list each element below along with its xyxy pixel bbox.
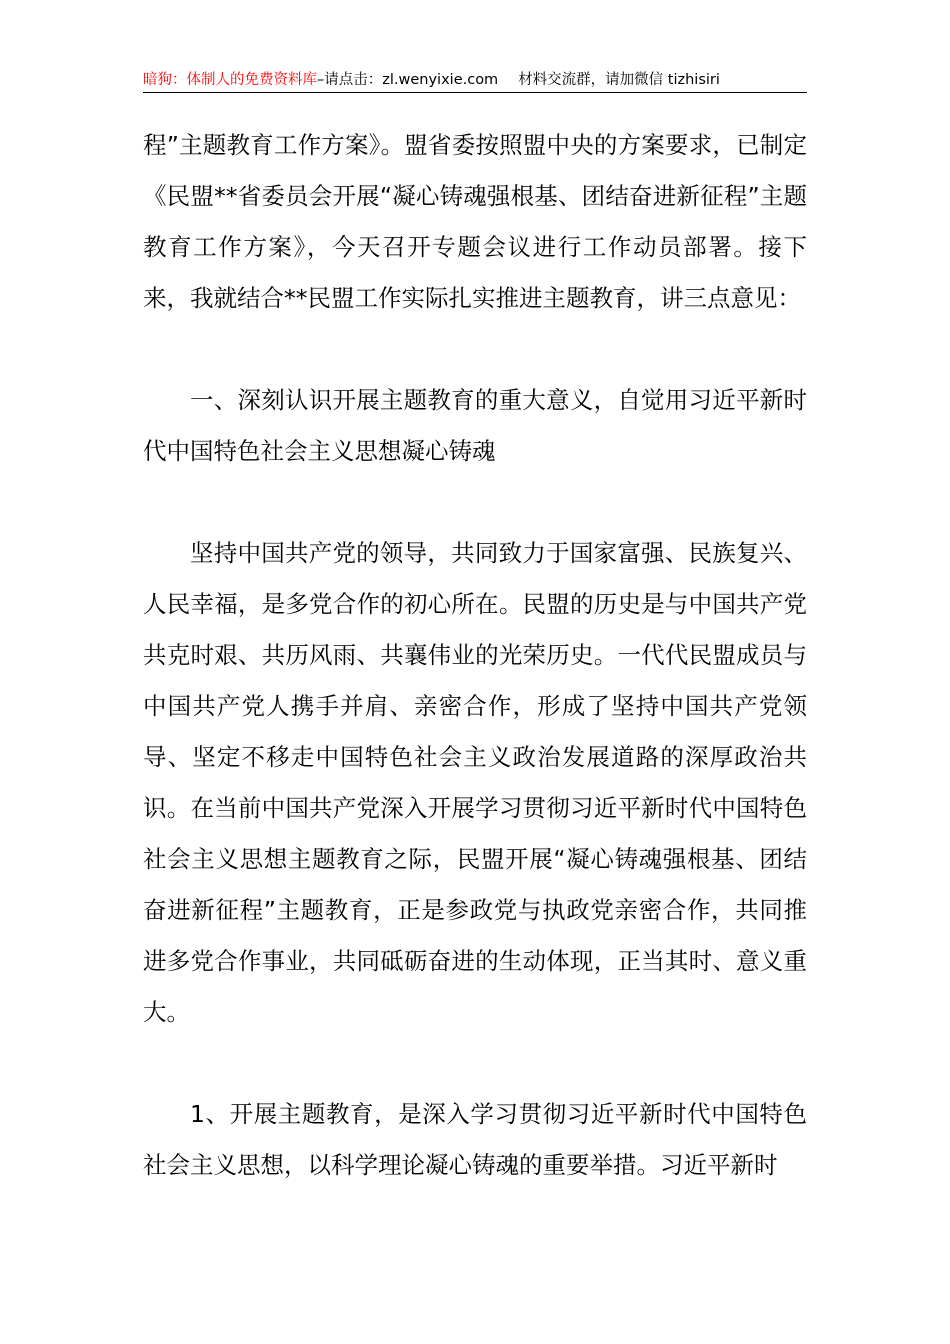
paragraph-intro: 程”主题教育工作方案》。盟省委按照盟中央的方案要求，已制定《民盟**省委员会开展“凝心铸魂强根基、团结奋进新征程”主题教育工作方案》，今天召开专题会议进行工作动员部署。接下来，我就结合**民盟工作实际扎实推进主题教育，讲三点意见： (143, 131, 807, 312)
paragraph-spacer (143, 477, 807, 528)
header-wechat-note: 材料交流群，请加微信 tizhisiri (518, 72, 720, 88)
header-site-name: 暗狗：体制人的免费资料库 (143, 72, 317, 88)
header-url-link[interactable]: zl.wenyixie.com (382, 72, 499, 88)
page-header (143, 68, 807, 93)
paragraph-point-1: 1、开展主题教育，是深入学习贯彻习近平新时代中国特色社会主义思想，以科学理论凝心铸魂的重要举措。习近平新时 (143, 1100, 807, 1179)
document-body (143, 120, 807, 1191)
header-link-prompt: –请点击： (317, 72, 383, 88)
paragraph-spacer (143, 324, 807, 375)
paragraph-body: 坚持中国共产党的领导，共同致力于国家富强、民族复兴、人民幸福，是多党合作的初心所在。民盟的历史是与中国共产党共克时艰、共历风雨、共襄伟业的光荣历史。一代代民盟成员与中国共产党人携手并肩、亲密合作，形成了坚持中国共产党领导、坚定不移走中国特色社会主义政治发展道路的深厚政治共识。在当前中国共产党深入开展学习贯彻习近平新时代中国特色社会主义思想主题教育之际，民盟开展“凝心铸魂强根基、团结奋进新征程”主题教育，正是参政党与执政党亲密合作，共同推进多党合作事业，共同砥砺奋进的生动体现，正当其时、意义重大。 (143, 539, 807, 1026)
section-heading-1: 一、深刻认识开展主题教育的重大意义，自觉用习近平新时代中国特色社会主义思想凝心铸魂 (143, 386, 807, 465)
paragraph-spacer (143, 1038, 807, 1089)
